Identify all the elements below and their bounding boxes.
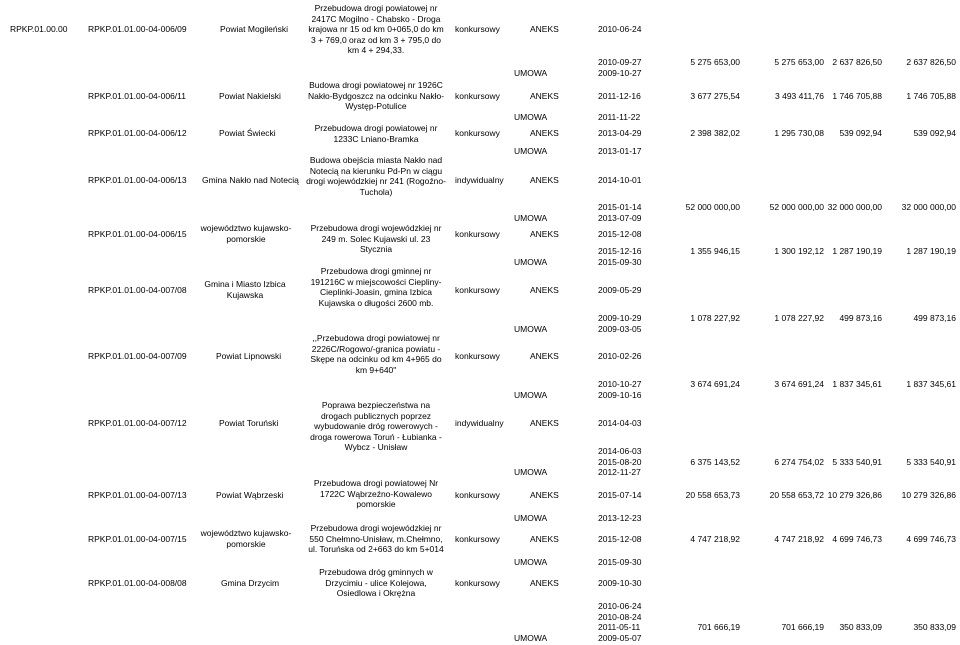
umowa-date: 2009-10-29: [598, 313, 642, 323]
umowa-date: 2009-10-16: [598, 390, 642, 400]
value-cell: 10 279 326,86: [901, 490, 956, 500]
value-cell: 5 275 653,00: [774, 57, 824, 67]
value-cell: 350 833,09: [913, 622, 956, 632]
selection-mode: konkursowy: [455, 128, 500, 138]
umowa-label: UMOWA: [514, 213, 548, 223]
value-cell: 32 000 000,00: [827, 202, 882, 212]
umowa-date: 2010-09-27: [598, 57, 642, 67]
value-cell: 499 873,16: [913, 313, 956, 323]
document-type: ANEKS: [530, 91, 559, 101]
value-cell: 1 287 190,19: [832, 246, 882, 256]
project-description: Przebudowa drogi powiatowej nr 1233C Lniano-Bramka: [314, 123, 438, 144]
value-cell: 1 078 227,92: [774, 313, 824, 323]
value-cell: 1 295 730,08: [774, 128, 824, 138]
beneficiary: Powiat Lipnowski: [216, 351, 282, 361]
umowa-date: 2010-06-24: [598, 601, 642, 611]
umowa-date: 2011-05-11: [598, 622, 641, 632]
umowa-date: 2010-08-24: [598, 612, 642, 622]
selection-mode: konkursowy: [455, 91, 500, 101]
aneks-date: 2014-04-03: [598, 418, 642, 428]
document-type: ANEKS: [530, 175, 559, 185]
aneks-date: 2009-10-30: [598, 578, 642, 588]
value-cell: 32 000 000,00: [901, 202, 956, 212]
value-cell: 6 274 754,02: [774, 457, 824, 467]
value-cell: 4 747 218,92: [774, 534, 824, 544]
umowa-date: 2015-09-30: [598, 557, 642, 567]
value-cell: 701 666,19: [781, 622, 824, 632]
value-cell: 5 275 653,00: [690, 57, 740, 67]
selection-mode: indywidualny: [455, 418, 504, 428]
document-type: ANEKS: [530, 534, 559, 544]
value-cell: 52 000 000,00: [769, 202, 824, 212]
value-cell: 4 699 746,73: [906, 534, 956, 544]
beneficiary: Powiat Nakielski: [219, 91, 281, 101]
value-cell: 539 092,94: [913, 128, 956, 138]
beneficiary: Powiat Toruński: [219, 418, 279, 428]
project-code: RPKP.01.01.00-04-006/09: [88, 24, 187, 34]
umowa-label: UMOWA: [514, 513, 548, 523]
value-cell: 1 837 345,61: [832, 379, 882, 389]
project-description: Budowa obejścia miasta Nakło nad Notecią na kierunku Pd-Pn w ciągu drogi wojewódzkiej nr 241 (Rogoźno-Tuchola): [306, 155, 446, 197]
project-code: RPKP.01.01.00-04-008/08: [88, 578, 187, 588]
aneks-date: 2010-02-26: [598, 351, 642, 361]
project-code: RPKP.01.01.00-04-007/13: [88, 490, 187, 500]
project-code: RPKP.01.01.00-04-006/12: [88, 128, 187, 138]
project-code: RPKP.01.01.00-04-006/13: [88, 175, 187, 185]
value-cell: 1 078 227,92: [690, 313, 740, 323]
umowa-label: UMOWA: [514, 146, 548, 156]
umowa-date: 2011-11-22: [598, 112, 641, 122]
aneks-date: 2015-12-08: [598, 229, 642, 239]
project-description: Przebudowa drogi wojewódzkiej nr 249 m. Solec Kujawski ul. 23 Stycznia: [310, 223, 442, 254]
selection-mode: konkursowy: [455, 229, 500, 239]
umowa-date: 2015-08-20: [598, 457, 642, 467]
umowa-label: UMOWA: [514, 324, 548, 334]
project-code: RPKP.01.01.00-04-007/15: [88, 534, 187, 544]
document-type: ANEKS: [530, 418, 559, 428]
project-code: RPKP.01.01.00-04-007/08: [88, 285, 187, 295]
umowa-label: UMOWA: [514, 390, 548, 400]
umowa-date: 2015-12-16: [598, 246, 642, 256]
document-type: ANEKS: [530, 229, 559, 239]
beneficiary: Gmina Nakło nad Notecią: [202, 175, 299, 185]
umowa-date: 2010-10-27: [598, 379, 642, 389]
project-description: Przebudowa drogi gminnej nr 191216C w miejscowości Ciepliny-Cieplinki-Joasin, gmina Izbica Kujawska o długości 2600 mb.: [310, 266, 442, 308]
aneks-date: 2015-07-14: [598, 490, 642, 500]
umowa-date: 2015-01-14: [598, 202, 642, 212]
umowa-date: 2009-03-05: [598, 324, 642, 334]
value-cell: 539 092,94: [839, 128, 882, 138]
document-type: ANEKS: [530, 490, 559, 500]
value-cell: 3 677 275,54: [690, 91, 740, 101]
aneks-date: 2011-12-16: [598, 91, 641, 101]
value-cell: 499 873,16: [839, 313, 882, 323]
value-cell: 2 398 382,02: [690, 128, 740, 138]
value-cell: 2 637 826,50: [906, 57, 956, 67]
beneficiary: Gmina Drzycim: [221, 578, 280, 588]
program-code: RPKP.01.00.00: [10, 24, 68, 34]
value-cell: 5 333 540,91: [832, 457, 882, 467]
selection-mode: konkursowy: [455, 578, 500, 588]
project-description: Przebudowa drogi wojewódzkiej nr 550 Chełmno-Unisław, m.Chełmno, ul. Toruńska od 2+663 do km 5+014: [308, 523, 444, 554]
value-cell: 1 287 190,19: [906, 246, 956, 256]
project-code: RPKP.01.01.00-04-006/11: [88, 91, 186, 101]
value-cell: 52 000 000,00: [685, 202, 740, 212]
umowa-date: 2014-06-03: [598, 446, 642, 456]
value-cell: 4 699 746,73: [832, 534, 882, 544]
project-description: Budowa drogi powiatowej nr 1926C Nakło-Bydgoszcz na odcinku Nakło-Występ-Potulice: [307, 80, 445, 111]
value-cell: 3 674 691,24: [690, 379, 740, 389]
umowa-date: 2009-05-07: [598, 633, 642, 643]
value-cell: 3 674 691,24: [774, 379, 824, 389]
beneficiary: województwo kujawsko-pomorskie: [200, 528, 292, 549]
umowa-label: UMOWA: [514, 633, 548, 643]
document-type: ANEKS: [530, 285, 559, 295]
project-code: RPKP.01.01.00-04-006/15: [88, 229, 187, 239]
umowa-label: UMOWA: [514, 557, 548, 567]
aneks-date: 2013-04-29: [598, 128, 642, 138]
value-cell: 20 558 653,73: [685, 490, 740, 500]
aneks-date: 2015-12-08: [598, 534, 642, 544]
project-description: Przebudowa dróg gminnych w Drzycimiu - ulice Kolejowa, Osiedlowa i Okrężna: [319, 567, 433, 598]
value-cell: 3 493 411,76: [775, 91, 824, 101]
selection-mode: konkursowy: [455, 534, 500, 544]
umowa-label: UMOWA: [514, 257, 548, 267]
beneficiary: Powiat Świecki: [219, 128, 276, 138]
aneks-date: 2009-05-29: [598, 285, 642, 295]
value-cell: 5 333 540,91: [906, 457, 956, 467]
value-cell: 4 747 218,92: [690, 534, 740, 544]
selection-mode: indywidualny: [455, 175, 504, 185]
umowa-date: 2013-07-09: [598, 213, 642, 223]
selection-mode: konkursowy: [455, 285, 500, 295]
value-cell: 701 666,19: [697, 622, 740, 632]
umowa-label: UMOWA: [514, 467, 548, 477]
umowa-label: UMOWA: [514, 68, 548, 78]
value-cell: 10 279 326,86: [827, 490, 882, 500]
value-cell: 1 837 345,61: [906, 379, 956, 389]
umowa-date: 2015-09-30: [598, 257, 642, 267]
project-description: Przebudowa drogi powiatowej nr 2417C Mogilno - Chabsko - Droga krajowa nr 15 od km 0+065,0 do km 3 + 769,0 oraz od km 3 + 795,0 do km 4 + 294,33.: [308, 3, 444, 55]
value-cell: 1 746 705,88: [832, 91, 882, 101]
project-description: Przebudowa drogi powiatowej Nr 1722C Wąbrzeźno-Kowalewo pomorskie: [313, 478, 439, 509]
document-type: ANEKS: [530, 351, 559, 361]
umowa-date: 2013-12-23: [598, 513, 642, 523]
project-description: Poprawa bezpieczeństwa na drogach publicznych poprzez wybudowanie dróg rowerowych - droga rowerowa Toruń - Łubianka - Wybcz - Unisław: [310, 400, 442, 452]
project-description: ,,Przebudowa drogi powiatowej nr 2226C/Rogowo/-granica powiatu - Skępe na odcinku od km 4+965 do km 9+640": [310, 333, 442, 375]
beneficiary: Powiat Wąbrzeski: [216, 490, 284, 500]
umowa-date: 2013-01-17: [598, 146, 642, 156]
value-cell: 1 355 946,15: [690, 246, 740, 256]
beneficiary: województwo kujawsko-pomorskie: [200, 223, 292, 244]
project-code: RPKP.01.01.00-04-007/12: [88, 418, 187, 428]
aneks-date: 2010-06-24: [598, 24, 642, 34]
document-type: ANEKS: [530, 24, 559, 34]
umowa-label: UMOWA: [514, 112, 548, 122]
selection-mode: konkursowy: [455, 351, 500, 361]
value-cell: 1 746 705,88: [906, 91, 956, 101]
value-cell: 1 300 192,12: [774, 246, 824, 256]
aneks-date: 2014-10-01: [598, 175, 642, 185]
document-type: ANEKS: [530, 578, 559, 588]
selection-mode: konkursowy: [455, 490, 500, 500]
project-code: RPKP.01.01.00-04-007/09: [88, 351, 187, 361]
selection-mode: konkursowy: [455, 24, 500, 34]
beneficiary: Gmina i Miasto Izbica Kujawska: [204, 279, 286, 300]
beneficiary: Powiat Mogileński: [220, 24, 289, 34]
value-cell: 6 375 143,52: [690, 457, 740, 467]
document-type: ANEKS: [530, 128, 559, 138]
value-cell: 350 833,09: [839, 622, 882, 632]
value-cell: 20 558 653,72: [769, 490, 824, 500]
value-cell: 2 637 826,50: [832, 57, 882, 67]
umowa-date: 2009-10-27: [598, 68, 642, 78]
umowa-date: 2012-11-27: [598, 467, 641, 477]
